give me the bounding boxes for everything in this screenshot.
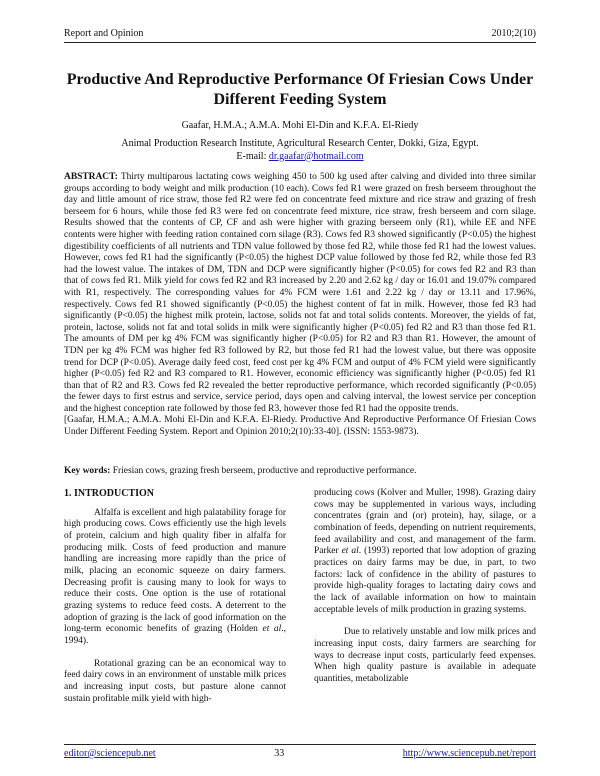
page-number: 33	[274, 748, 285, 759]
paragraph-text: . (1993) reported that low adoption of grazing practices on dairy farms may be due, in part, to two factors: lack of confidence in the ability of pastures to provide high-quality forages to lactating dairy cows and the lack of available information on how to maintain acceptable levels of milk production in grazing systems.	[314, 546, 536, 615]
citation-etal: et al	[262, 624, 282, 635]
email-line	[64, 151, 536, 164]
left-column	[64, 488, 286, 705]
paragraph	[64, 508, 286, 648]
abstract-text: Thirty multiparous lactating cows weighing 450 to 500 kg used after calving and divided into three similar groups according to body weight and milk production (10 each). Cows fed R1 were grazed on fresh berseem throughout the day and little amount of rice straw, those fed R2 were fed on concentrate feed mixture and rice straw and grazing of fresh berseem for 6 hours, while those fed R3 were fed on concentrate feed mixture, rice straw, fresh berseem and corn silage. Results showed that the contents of CP, CF and ash were higher with grazing berseem only (R1), while EE and NFE contents were higher with feeding ration contained corn silage (R3). Cows fed R3 showed significantly (P<0.05) the highest digestibility coefficients of all nutrients and TDN value followed by those fed R2, while those fed R1 had the lowest values. However, cows fed R1 had the significantly (P<0.05) the highest DCP value followed by those fed R2, while those fed R3 had the lowest value. The intakes of DM, TDN and DCP were significantly higher (P<0.05) for cows fed R2 and R3 than that of cows fed R1. Milk yield for cows fed R2 and R3 increased by 2.20 and 2.62 kg / day or 16.01 and 19.07% compared with R1, respectively. The corresponding values for 4% FCM were 1.61 and 2.22 kg / day or 13.11 and 17.96%, respectively. Cows fed R1 showed significantly (P<0.05) the highest content of fat in milk. However, those fed R3 had significantly (P<0.05) the highest milk protein, lactose, solids not fat and total solids contents. Moreover, the yields of fat, protein, lactose, solids not fat and total solids in milk were significantly higher (P<0.05) fed R2 and R3 than those fed R1. The amounts of DM per kg 4% FCM was significantly higher (P<0.05) for R2 and R3 than R1. However, the amount of TDN per kg 4% FCM was higher fed R3 followed by R2, but those fed R1 had the lowest value, but there was opposite trend for DCP (P<0.05). Average daily feed cost, feed cost per kg 4% FCM and output of 4% FCM yield were significantly higher (P<0.05) fed R2 and R3 compared to R1. However, economic efficiency was significantly higher (P<0.05) fed R1 than that of R2 and R3. Cows fed R2 revealed the better reproductive performance, which recorded significantly (P<0.05) the fewer days to first estrus and service, service period, days open and calving interval, the lowest service per conception and the highest conception rate followed by those fed R3, however those fed R1 had the opposite trends.	[64, 172, 536, 414]
abstract-label: ABSTRACT:	[64, 172, 118, 182]
citation-etal: et al	[341, 546, 359, 557]
keywords-label: Key words:	[64, 466, 111, 476]
abstract-body	[64, 172, 536, 415]
paragraph: Due to relatively unstable and low milk prices and increasing input costs, dairy farmers are searching for ways to decrease input costs, particularly feed expenses. When high quality pasture is available in adequate quantities, metabolizable	[314, 627, 536, 684]
running-header	[64, 28, 536, 43]
paragraph	[314, 488, 536, 616]
right-column	[314, 488, 536, 686]
paragraph-text: Alfalfa is excellent and high palatability forage for high producing cows. Cows efficiently use the high levels of protein, calcium and high quality fiber in alfalfa for producing milk. Costs of feed production and manure handling are increasing more rapidly than the price of milk, placing an economic squeeze on dairy farmers. Decreasing profit is causing many to look for ways to reduce their costs. One option is the use of rotational grazing systems to reduce feed costs. A deterrent to the adoption of grazing is the lack of good information on the long-term economic benefits of grazing (Holden	[64, 507, 286, 635]
footer-email-link[interactable]: editor@sciencepub.net	[64, 748, 156, 759]
author-list: Gaafar, H.M.A.; A.M.A. Mohi El-Din and K.F.A. El-Riedy	[181, 120, 419, 131]
paragraph-text: producing cows (Kolver and Muller, 1998). Grazing dairy cows may be supplemented in various ways, including concentrates (grain and (or) protein), hay, silage, or a combination of feeds, depending on nutrient requirements, feed availability and cost, and management of the farm. Parker	[314, 488, 536, 557]
abstract-citation: [Gaafar, H.M.A.; A.M.A. Mohi El-Din and K.F.A. El-Riedy. Productive And Reproductive Performance Of Friesian Cows Under Different Feeding System. Report and Opinion 2010;2(10):33-40]. (ISSN: 1553-9873).	[64, 415, 536, 438]
author-email-link[interactable]: dr.gaafar@hotmail.com	[268, 150, 364, 162]
journal-volume: 2010;2(10)	[491, 28, 536, 39]
paragraph-text: ., 1994).	[64, 624, 286, 646]
email-label: E-mail:	[236, 150, 269, 162]
journal-name: Report and Opinion	[64, 28, 144, 39]
affiliation-block	[64, 138, 536, 163]
paragraph: Rotational grazing can be an economical way to feed dairy cows in an environment of unstable milk prices and increasing input costs, but pasture alone cannot sustain profitable milk yield with high-	[64, 658, 286, 704]
paper-title: Productive And Reproductive Performance Of Friesian Cows Under Different Feeding System	[66, 71, 534, 108]
footer-url-link[interactable]: http://www.sciencepub.net/report	[402, 748, 536, 759]
section-title-introduction: 1. INTRODUCTION	[64, 488, 155, 499]
affiliation: Animal Production Research Institute, Agricultural Research Center, Dokki, Giza, Egypt.	[121, 138, 479, 149]
abstract	[64, 172, 536, 439]
page-footer	[64, 744, 536, 759]
keywords-text: Friesian cows, grazing fresh berseem, productive and reproductive performance.	[110, 466, 417, 476]
keywords	[64, 466, 536, 478]
